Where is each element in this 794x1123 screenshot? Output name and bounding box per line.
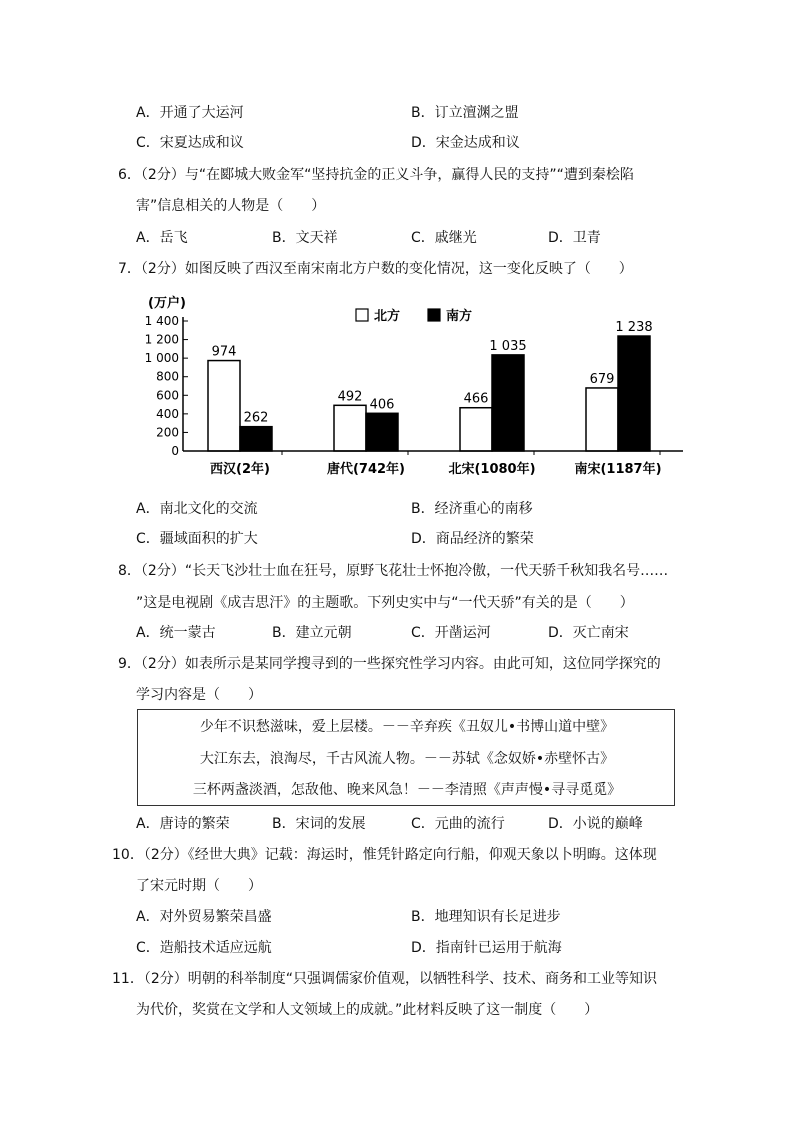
data-label-北方-0: 974	[211, 344, 237, 360]
q5-option-c: C．宋夏达成和议	[136, 135, 244, 151]
y-tick-label-2: 400	[156, 406, 179, 421]
y-axis	[145, 314, 188, 458]
q9-stem-line2: 学习内容是（ ）	[136, 687, 262, 703]
y-tick-label-0: 0	[171, 444, 179, 458]
y-unit-label: (万户)	[148, 296, 186, 311]
x-tick-label-0: 西汉(2年)	[210, 462, 270, 477]
poem-table	[137, 709, 675, 806]
x-tick-label-1: 唐代(742年)	[326, 462, 406, 477]
data-label-南方-2: 1 035	[489, 338, 527, 354]
q9-option-d: D．小说的巅峰	[548, 816, 643, 832]
q10-option-c: C．造船技术适应远航	[136, 940, 272, 956]
q10-option-d: D．指南针已运用于航海	[411, 940, 562, 956]
q7-option-a: A．南北文化的交流	[136, 501, 258, 517]
q6-option-a: A．岳飞	[136, 230, 188, 246]
y-tick-label-6: 1 200	[144, 332, 179, 347]
q8-option-a: A．统一蒙古	[136, 625, 216, 641]
x-tick-label-2: 北宋(1080年)	[448, 462, 536, 477]
q6-stem-line2: 害”信息相关的人物是（ ）	[136, 198, 326, 214]
poem-line-1: 少年不识愁滋味，爱上层楼。－－辛弃疾《丑奴儿•书博山道中壁》	[199, 719, 615, 735]
q6-option-d: D．卫青	[548, 230, 601, 246]
bar-北方-1	[334, 405, 366, 451]
q7-option-b: B．经济重心的南移	[411, 501, 533, 517]
data-label-南方-0: 262	[243, 410, 269, 426]
bar-北方-2	[460, 408, 492, 451]
x-tick-label-3: 南宋(1187年)	[574, 462, 662, 477]
data-label-南方-3: 1 238	[615, 320, 653, 336]
chart-legend	[356, 308, 472, 324]
x-axis	[183, 451, 683, 477]
q10-stem-line1: 10．（2分）《经世大典》记载：海运时，惟凭针路定向行船，仰观天象以卜明晦。这体现	[112, 847, 657, 863]
data-label-北方-2: 466	[463, 391, 489, 407]
bar-南方-1	[366, 413, 398, 451]
legend-label-0: 北方	[374, 309, 401, 324]
bar-南方-3	[618, 336, 650, 451]
bar-北方-3	[586, 388, 618, 451]
q6-option-c: C．戚继光	[411, 230, 477, 246]
q6-stem-line1: 6．（2分）与“在郾城大败金军“坚持抗金的正义斗争，赢得人民的支持”“遭到秦桧陷	[118, 167, 634, 183]
household-bar-chart	[140, 288, 688, 482]
q8-option-d: D．灭亡南宋	[548, 625, 629, 641]
q5-option-b: B．订立澶渊之盟	[411, 105, 519, 121]
q6-option-b: B．文天祥	[272, 230, 338, 246]
data-label-北方-3: 679	[589, 371, 615, 387]
data-label-北方-1: 492	[337, 389, 363, 405]
y-tick-label-3: 600	[156, 388, 179, 403]
q9-stem-line1: 9．（2分）如表所示是某同学搜寻到的一些探究性学习内容。由此可知，这位同学探究的	[118, 656, 661, 672]
q7-stem: 7．（2分）如图反映了西汉至南宋南北方户数的变化情况，这一变化反映了（ ）	[118, 261, 633, 277]
data-label-南方-1: 406	[369, 397, 395, 413]
q8-stem-line2: ”这是电视剧《成吉思汗》的主题歌。下列史实中与“一代天骄”有关的是（ ）	[136, 595, 634, 611]
y-tick-label-1: 200	[156, 425, 179, 440]
q5-option-a: A．开通了大运河	[136, 105, 244, 121]
legend-label-1: 南方	[446, 309, 473, 324]
q10-option-b: B．地理知识有长足进步	[411, 909, 561, 925]
q11-stem-line2: 为代价，奖赏在文学和人文领域上的成就。”此材料反映了这一制度（ ）	[136, 1002, 599, 1018]
q9-option-a: A．唐诗的繁荣	[136, 816, 230, 832]
q7-option-d: D．商品经济的繁荣	[411, 531, 534, 547]
q5-option-d: D．宋金达成和议	[411, 135, 520, 151]
q9-option-c: C．元曲的流行	[411, 816, 505, 832]
q8-option-c: C．开凿运河	[411, 625, 491, 641]
q8-stem-line1: 8．（2分）“长天飞沙壮士血在狂号，原野飞花壮士怀抱冷傲，一代天骄千秋知我名号……	[118, 563, 669, 579]
q10-option-a: A．对外贸易繁荣昌盛	[136, 909, 272, 925]
bar-南方-2	[492, 355, 524, 451]
q11-stem-line1: 11．（2分）明朝的科举制度“只强调儒家价值观，以牺牲科学、技术、商务和工业等知识	[112, 971, 657, 987]
y-tick-label-7: 1 400	[144, 314, 179, 328]
bars	[208, 320, 653, 451]
poem-line-2: 大江东去，浪淘尽，千古风流人物。－－苏轼《念奴娇•赤壁怀古》	[199, 751, 615, 767]
y-tick-label-4: 800	[156, 369, 179, 384]
legend-swatch-0	[356, 309, 368, 321]
bar-北方-0	[208, 361, 240, 451]
q9-option-b: B．宋词的发展	[272, 816, 366, 832]
bar-南方-0	[240, 427, 272, 451]
legend-swatch-1	[428, 309, 440, 321]
q8-option-b: B．建立元朝	[272, 625, 352, 641]
y-tick-label-5: 1 000	[144, 351, 179, 366]
poem-line-3: 三杯两盏淡酒，怎敌他、晚来风急！－－李清照《声声慢•寻寻觅觅》	[192, 782, 622, 798]
q7-option-c: C．疆域面积的扩大	[136, 531, 258, 547]
q10-stem-line2: 了宋元时期（ ）	[136, 878, 262, 894]
